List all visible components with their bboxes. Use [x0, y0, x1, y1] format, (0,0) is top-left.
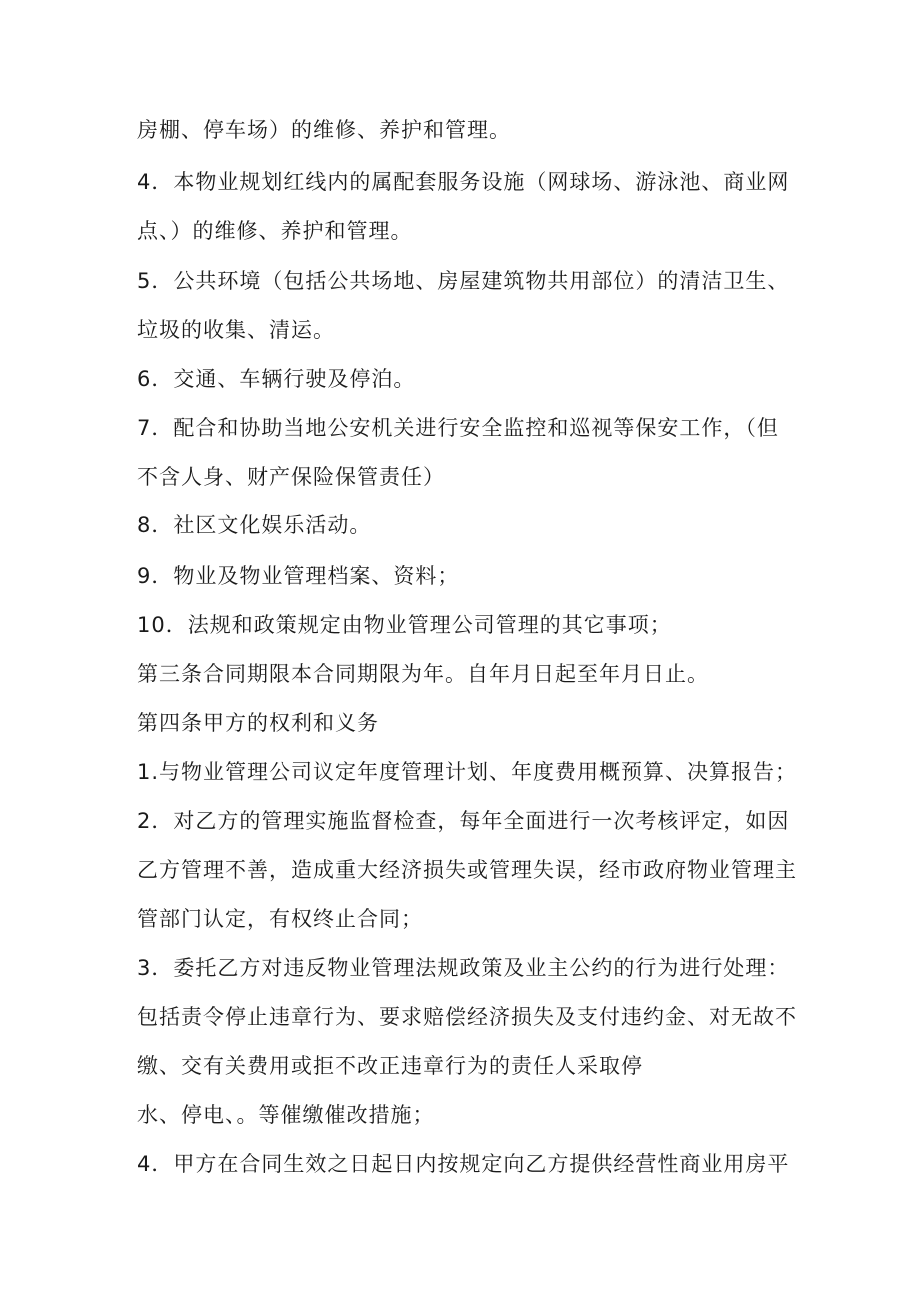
- text-line: 管部门认定，有权终止合同；: [137, 907, 423, 931]
- text-line: 乙方管理不善，造成重大经济损失或管理失误，经市政府物业管理主: [137, 858, 797, 882]
- text-line: 垃圾的收集、清运。: [137, 318, 335, 342]
- text-line: 7．配合和协助当地公安机关进行安全监控和巡视等保安工作，（但: [137, 416, 779, 440]
- text-line: 5．公共环境（包括公共场地、房屋建筑物共用部位）的清洁卫生、: [137, 269, 790, 293]
- text-line: 10．法规和政策规定由物业管理公司管理的其它事项；: [137, 613, 672, 637]
- text-line: 包括责令停止违章行为、要求赔偿经济损失及支付违约金、对无故不: [137, 1005, 797, 1029]
- text-line: 点、）的维修、养护和管理。: [137, 219, 413, 243]
- text-line: 第四条甲方的权利和义务: [137, 711, 379, 735]
- text-line: 第三条合同期限本合同期限为年。自年月日起至年月日止。: [137, 662, 709, 686]
- text-line: 水、停电、。等催缴催改措施；: [137, 1103, 435, 1127]
- text-line: 4．本物业规划红线内的属配套服务设施（网球场、游泳池、商业网: [137, 170, 790, 194]
- text-line: 不含人身、财产保险保管责任）: [137, 465, 445, 489]
- text-line: 9．物业及物业管理档案、资料；: [137, 564, 460, 588]
- text-line: 3．委托乙方对违反物业管理法规政策及业主公约的行为进行处理：: [137, 956, 790, 980]
- text-line: 缴、交有关费用或拒不改正违章行为的责任人采取停: [137, 1054, 643, 1078]
- text-line: 6．交通、车辆行驶及停泊。: [137, 367, 416, 391]
- text-line: 2．对乙方的管理实施监督检查，每年全面进行一次考核评定，如因: [137, 809, 790, 833]
- text-line: 房棚、停车场）的维修、养护和管理。: [137, 118, 511, 142]
- text-line: 1.与物业管理公司议定年度管理计划、年度费用概预算、决算报告；: [137, 760, 798, 784]
- text-line: 4．甲方在合同生效之日起日内按规定向乙方提供经营性商业用房平: [137, 1152, 790, 1176]
- text-line: 8．社区文化娱乐活动。: [137, 513, 372, 537]
